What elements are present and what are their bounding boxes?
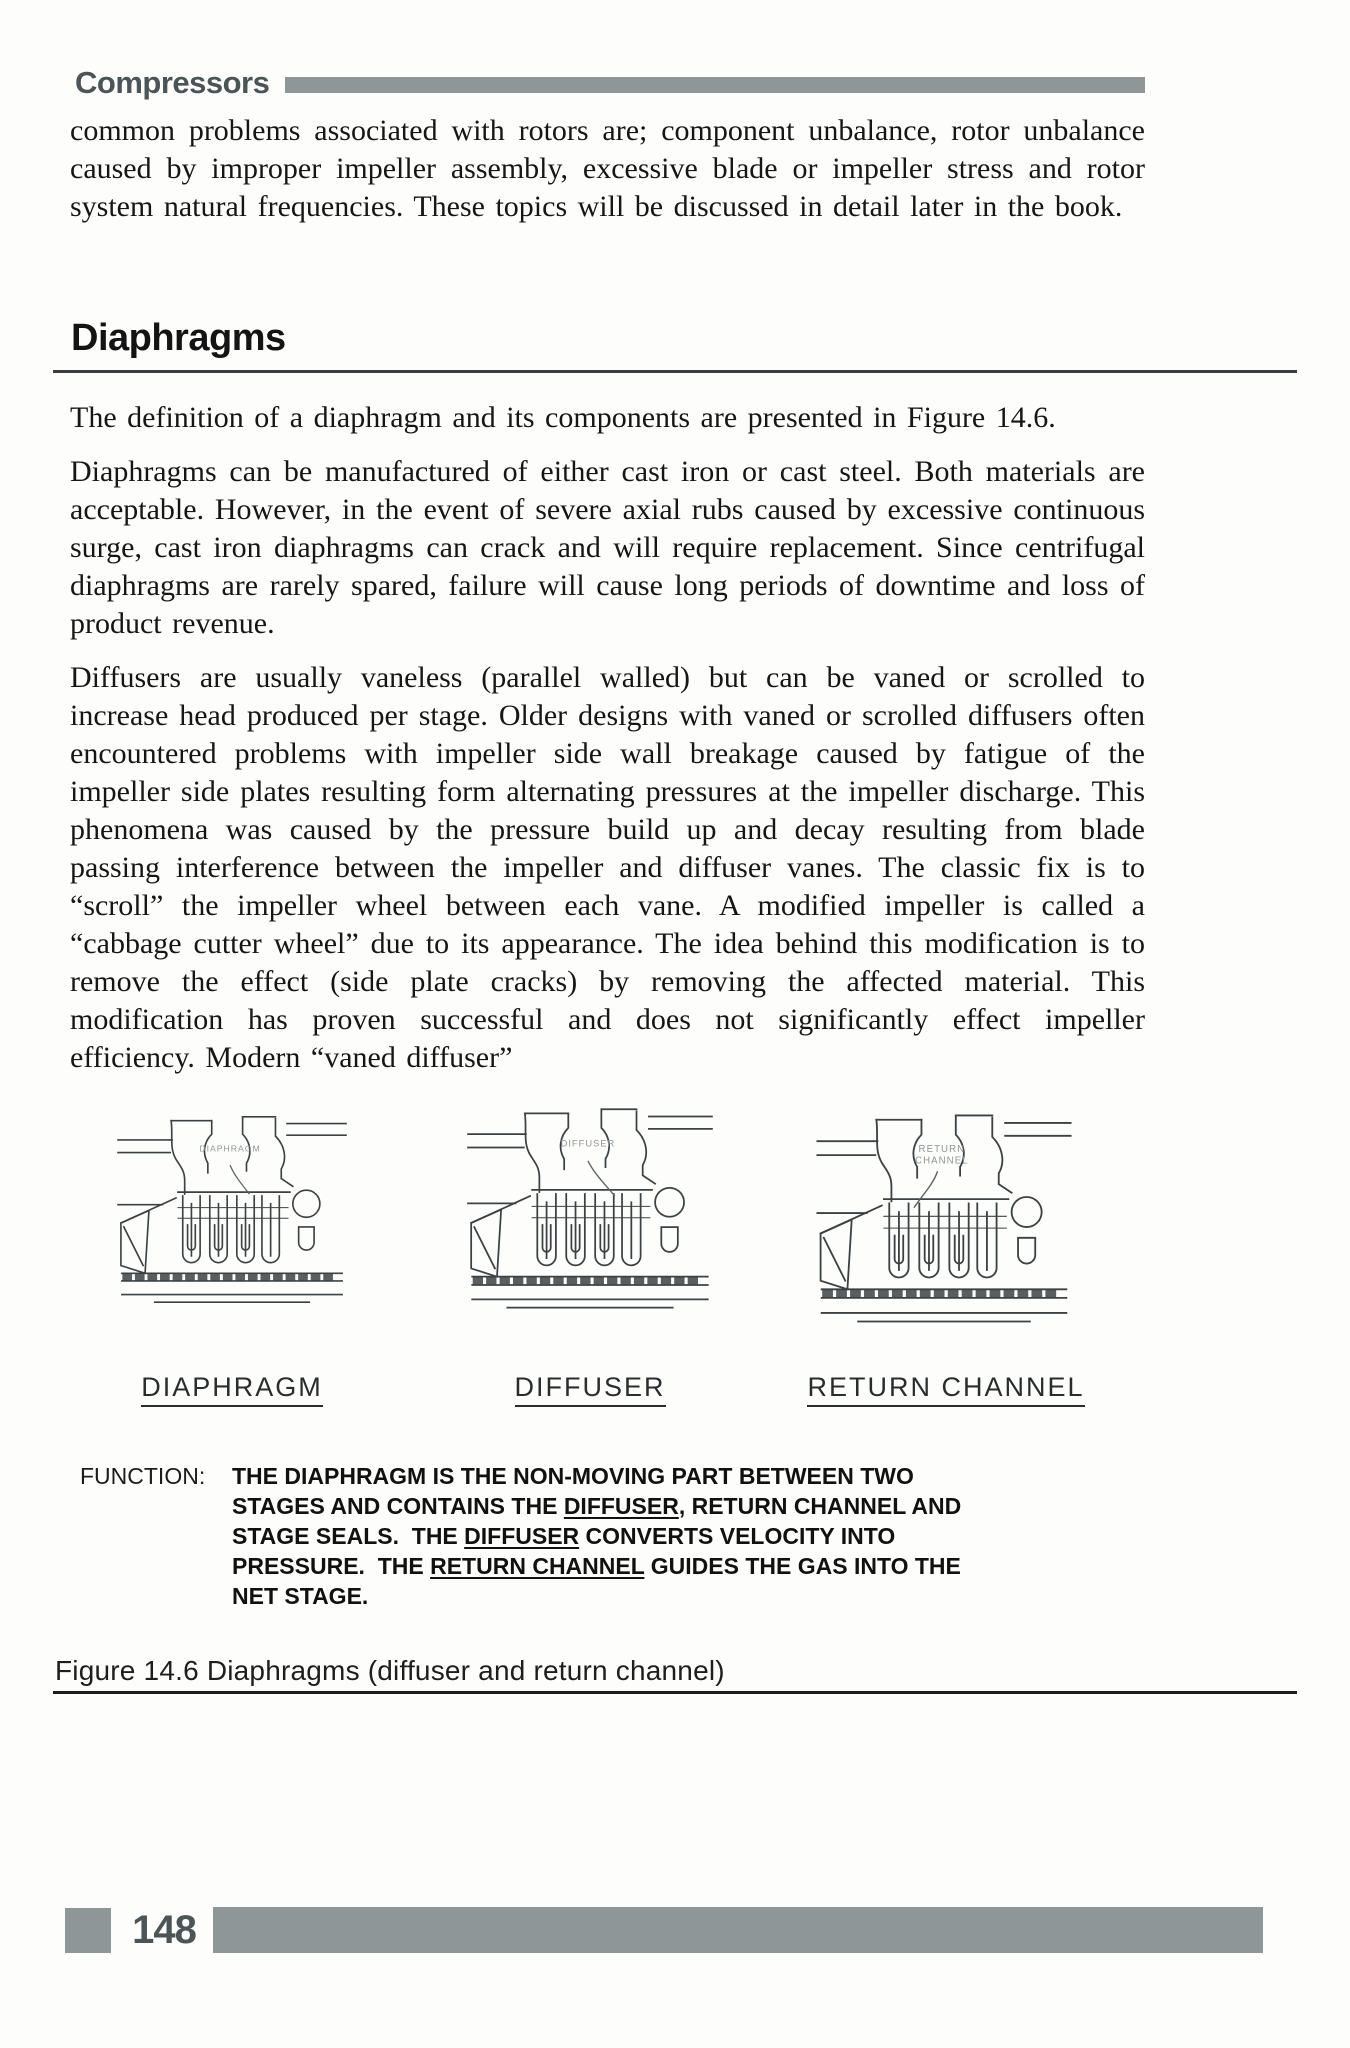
diagram-caption-holder: [466, 1101, 714, 1403]
function-text-segment: , RETURN CHANNEL AND: [678, 1493, 962, 1519]
body-paragraph: common problems associated with rotors are; component unbalance, rotor unbalance caused by improper impeller assembly, excessive blade or impeller stress and rotor system natural frequencies. These topics will be discussed in detail later in the book.: [70, 114, 1145, 223]
function-text-line: [232, 1581, 912, 1611]
running-head-title: Compressors: [75, 65, 270, 100]
figure-caption-rule: [53, 1691, 1297, 1694]
diagram-caption: [801, 1372, 1091, 1403]
diagram-inner-label: DIFFUSER: [560, 1138, 616, 1149]
function-text-segment: NET STAGE.: [232, 1583, 369, 1609]
body-paragraph: The definition of a diaphragm and its components are presented in Figure 14.6.: [70, 401, 1056, 434]
diagram-inner-label: RETURN: [918, 1143, 966, 1155]
diagram-caption-text: RETURN CHANNEL: [807, 1372, 1084, 1407]
function-text-segment: DIFFUSER: [563, 1493, 679, 1519]
footer-accent-square: [65, 1908, 111, 1953]
function-text-segment: GUIDES THE GAS INTO THE: [644, 1553, 961, 1579]
body-paragraph: Diaphragms can be manufactured of either cast iron or cast steel. Both materials are acceptable. However, in the event of severe axial rubs caused by excessive continuous surge, cast iron diaphragms can crack and will require replacement. Since centrifugal diaphragms are rarely spared, failure will cause long periods of downtime and loss of product revenue.: [70, 455, 1145, 640]
function-text-segment: PRESSURE. THE: [232, 1553, 431, 1579]
function-text-segment: STAGE SEALS. THE: [232, 1523, 465, 1549]
function-text-line: [232, 1551, 961, 1581]
function-text-segment: RETURN CHANNEL: [430, 1553, 645, 1579]
function-text-segment: STAGES AND CONTAINS THE: [232, 1493, 564, 1519]
diagram-caption: [113, 1372, 351, 1403]
diagram-caption-holder: [113, 1101, 351, 1403]
function-text-line: [232, 1461, 912, 1491]
diagram-caption-text: DIFFUSER: [515, 1372, 666, 1407]
function-text-line: [232, 1491, 962, 1521]
page-number: 148: [132, 1908, 196, 1952]
function-text-segment: THE DIAPHRAGM IS THE NON-MOVING PART BETWEEN TWO: [232, 1463, 914, 1489]
function-label: FUNCTION:: [80, 1463, 206, 1489]
function-text-segment: CONVERTS VELOCITY INTO: [579, 1523, 896, 1549]
footer-bar: [213, 1907, 1263, 1953]
running-head: [53, 66, 1297, 100]
figure-caption: Figure 14.6 Diaphragms (diffuser and return channel): [55, 1655, 725, 1686]
page-footer: [0, 1907, 1350, 1953]
heading-rule-divider: [53, 370, 1297, 373]
diagram-inner-label: CHANNEL: [915, 1155, 969, 1167]
diagram-caption-text: DIAPHRAGM: [141, 1372, 323, 1407]
function-block: [80, 1461, 1297, 1611]
diagram-caption-holder: [801, 1101, 1091, 1403]
function-text-line: [232, 1521, 912, 1551]
diagram-caption: [466, 1372, 714, 1403]
section-heading: Diaphragms: [71, 317, 286, 359]
function-text: [232, 1461, 962, 1611]
body-paragraph: Diffusers are usually vaneless (parallel walled) but can be vaned or scrolled to increase head produced per stage. Older designs with vaned or scrolled diffusers often encountered problems with impeller side wall breakage caused by fatigue of the impeller side plates resulting form alternating pressures at the impeller discharge. This phenomena was caused by the pressure build up and decay resulting from blade passing interference between the impeller and diffuser vanes. The classic fix is to “scroll” the impeller wheel between each vane. A modified impeller is called a “cabbage cutter wheel” due to its appearance. The idea behind this modification is to remove the effect (side plate cracks) by removing the affected material. This modification has proven successful and does not significantly effect impeller efficiency. Modern “vaned diffuser”: [70, 661, 1145, 1074]
diagram-inner-label: DIAPHRAGM: [199, 1143, 261, 1154]
figure-diagram-row: [53, 1101, 1297, 1413]
header-bar: [285, 77, 1145, 93]
function-text-segment: DIFFUSER: [464, 1523, 580, 1549]
